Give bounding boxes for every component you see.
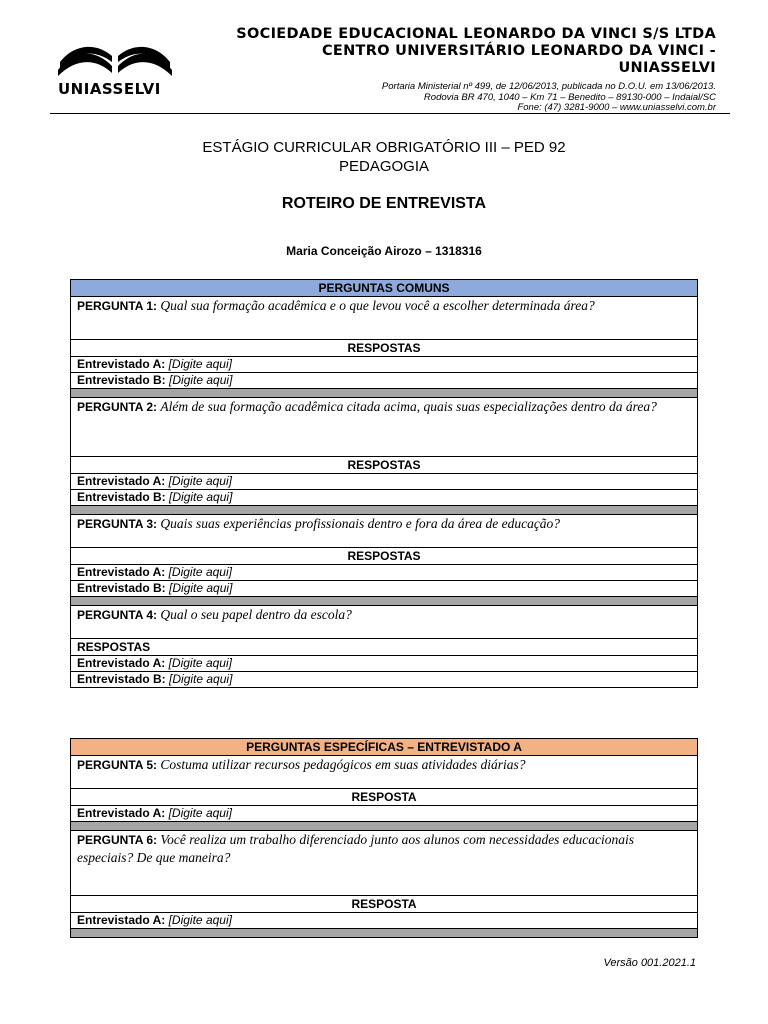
responses-header [71, 548, 698, 565]
question-row [71, 398, 698, 457]
institution-details [382, 82, 716, 114]
answer-row-b [71, 672, 698, 688]
question-label: PERGUNTA 4: [77, 608, 158, 622]
answer-placeholder[interactable]: [Digite aqui] [169, 672, 233, 686]
question-row [71, 606, 698, 639]
question-text: Quais suas experiências profissionais dentro e fora da área de educação? [160, 516, 561, 531]
institution-line-1: SOCIEDADE EDUCACIONAL LEONARDO DA VINCI S/S LTDA [236, 26, 716, 42]
answer-row-a [71, 474, 698, 490]
common-questions-table [70, 279, 698, 688]
answer-row-b [71, 581, 698, 597]
header-divider [50, 113, 730, 114]
answer-placeholder[interactable]: [Digite aqui] [169, 581, 233, 595]
question-label: PERGUNTA 2: [77, 400, 158, 414]
version-label: Versão 001.2021.1 [603, 957, 696, 969]
answer-placeholder[interactable]: [Digite aqui] [169, 490, 233, 504]
question-text: Qual o seu papel dentro da escola? [160, 607, 352, 622]
answer-placeholder[interactable]: [Digite aqui] [168, 357, 232, 371]
separator-row [71, 597, 698, 606]
answer-placeholder[interactable]: [Digite aqui] [168, 913, 232, 927]
question-cell [71, 606, 698, 639]
interviewee-b-label: Entrevistado B: [77, 490, 166, 504]
answer-field-b[interactable] [71, 373, 698, 389]
separator-row [71, 822, 698, 831]
course-line-2: PEDAGOGIA [338, 158, 430, 175]
institution-line-3: UNIASSELVI [618, 60, 716, 76]
answer-row-a [71, 656, 698, 672]
answer-field-a[interactable] [71, 806, 698, 822]
author-line: Maria Conceição Airozo – 1318316 [286, 244, 482, 258]
interviewee-a-label: Entrevistado A: [77, 565, 166, 579]
answer-field-b[interactable] [71, 490, 698, 506]
separator-row [71, 389, 698, 398]
question-label: PERGUNTA 1: [77, 299, 158, 313]
question-label: PERGUNTA 5: [77, 758, 158, 772]
question-cell [71, 515, 698, 548]
address-line: Rodovia BR 470, 1040 – Km 71 – Benedito – 89130-000 – Indaial/SC [423, 91, 716, 103]
answer-field-a[interactable] [71, 474, 698, 490]
answer-field-a[interactable] [71, 656, 698, 672]
answer-row-a [71, 565, 698, 581]
responses-label: RESPOSTAS [71, 340, 698, 357]
separator-row [71, 929, 698, 938]
interviewee-b-label: Entrevistado B: [77, 373, 166, 387]
answer-field-a[interactable] [71, 357, 698, 373]
answer-field-b[interactable] [71, 672, 698, 688]
open-book-icon [56, 40, 174, 80]
response-label: RESPOSTA [71, 896, 698, 913]
responses-label: RESPOSTAS [71, 548, 698, 565]
responses-header [71, 340, 698, 357]
question-cell [71, 398, 698, 457]
answer-placeholder[interactable]: [Digite aqui] [168, 656, 232, 670]
ordinance-line: Portaria Ministerial nº 499, de 12/06/2013, publicada no D.O.U. em 13/06/2013. [381, 81, 716, 92]
institution-name [236, 26, 716, 77]
question-text: Você realiza um trabalho diferenciado junto aos alunos com necessidades educacionais especiais? De que maneira? [77, 832, 635, 865]
response-header [71, 896, 698, 913]
interviewee-a-label: Entrevistado A: [77, 806, 166, 820]
question-label: PERGUNTA 6: [77, 833, 158, 847]
interviewee-b-label: Entrevistado B: [77, 581, 166, 595]
responses-header [71, 457, 698, 474]
question-text: Além de sua formação acadêmica citada acima, quais suas especializações dentro da área? [160, 399, 657, 414]
question-row [71, 756, 698, 789]
answer-field-a[interactable] [71, 565, 698, 581]
logo-text: UNIASSELVI [58, 80, 161, 98]
response-label: RESPOSTA [71, 789, 698, 806]
common-questions-heading: PERGUNTAS COMUNS [71, 280, 698, 297]
question-label: PERGUNTA 3: [77, 517, 158, 531]
contact-line: Fone: (47) 3281-9000 – www.uniasselvi.com.br [517, 102, 716, 113]
answer-placeholder[interactable]: [Digite aqui] [169, 373, 233, 387]
question-text: Qual sua formação acadêmica e o que levou você a escolher determinada área? [160, 298, 595, 313]
question-row [71, 831, 698, 896]
separator-row [71, 506, 698, 515]
specific-questions-header [71, 739, 698, 756]
uniasselvi-logo [56, 40, 174, 102]
answer-row-b [71, 373, 698, 389]
responses-label: RESPOSTAS [71, 457, 698, 474]
specific-questions-heading: PERGUNTAS ESPECÍFICAS – ENTREVISTADO A [71, 739, 698, 756]
answer-row-a [71, 913, 698, 929]
question-cell [71, 756, 698, 789]
answer-placeholder[interactable]: [Digite aqui] [168, 474, 232, 488]
interviewee-a-label: Entrevistado A: [77, 656, 166, 670]
question-row [71, 515, 698, 548]
course-line-1: ESTÁGIO CURRICULAR OBRIGATÓRIO III – PED 92 [202, 139, 566, 156]
answer-placeholder[interactable]: [Digite aqui] [168, 565, 232, 579]
interviewee-a-label: Entrevistado A: [77, 474, 166, 488]
common-questions-header [71, 280, 698, 297]
responses-label: RESPOSTAS [71, 639, 698, 656]
specific-questions-table [70, 738, 698, 938]
interviewee-a-label: Entrevistado A: [77, 357, 166, 371]
interviewee-a-label: Entrevistado A: [77, 913, 166, 927]
institution-line-2: CENTRO UNIVERSITÁRIO LEONARDO DA VINCI - [321, 43, 716, 59]
question-text: Costuma utilizar recursos pedagógicos em suas atividades diárias? [160, 757, 526, 772]
answer-placeholder[interactable]: [Digite aqui] [168, 806, 232, 820]
answer-row-b [71, 490, 698, 506]
answer-row-a [71, 806, 698, 822]
answer-field-a[interactable] [71, 913, 698, 929]
question-row [71, 297, 698, 340]
question-cell [71, 831, 698, 896]
answer-field-b[interactable] [71, 581, 698, 597]
response-header [71, 789, 698, 806]
answer-row-a [71, 357, 698, 373]
responses-header [71, 639, 698, 656]
letterhead [0, 0, 768, 118]
question-cell [71, 297, 698, 340]
course-title [0, 138, 768, 176]
document-title: ROTEIRO DE ENTREVISTA [281, 195, 487, 212]
interviewee-b-label: Entrevistado B: [77, 672, 166, 686]
